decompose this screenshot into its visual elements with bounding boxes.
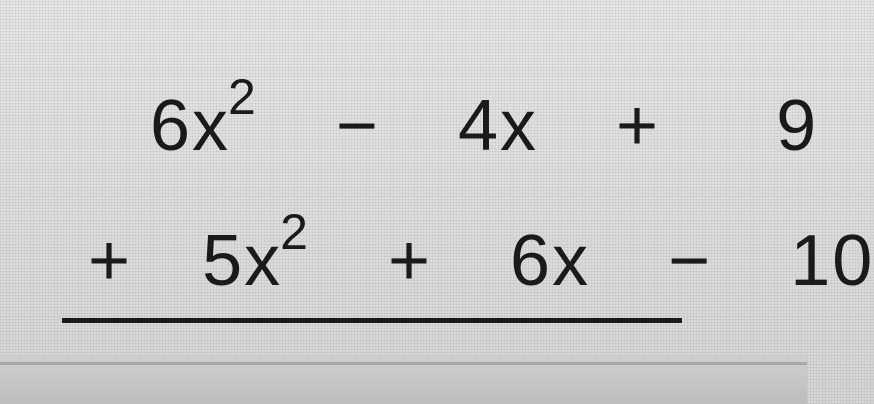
addend-1-term-3: 9 — [776, 86, 819, 166]
addend-1-operator-2: + — [616, 86, 661, 166]
addend-1 — [150, 69, 819, 166]
addend-2-operator-1: + — [387, 221, 433, 301]
addend-2-operator-2: − — [668, 221, 713, 301]
addend-1-term-1 — [150, 69, 258, 166]
addend-1-term-2: 4x — [457, 86, 539, 166]
addend-2-lead-operator: + — [88, 221, 133, 301]
addend-2-term-1-exponent: 2 — [280, 204, 310, 260]
bottom-edge-divider — [0, 362, 807, 365]
addend-2-term-2: 6x — [510, 221, 591, 301]
answer-line — [62, 318, 682, 323]
addend-2-term-1 — [202, 204, 310, 301]
addend-2 — [88, 204, 874, 301]
addend-1-term-1-base: 6x — [150, 86, 231, 166]
addend-1-term-1-exponent: 2 — [228, 69, 258, 125]
addend-1-operator-1: − — [335, 86, 380, 166]
addend-2-term-3: 10 — [790, 221, 874, 301]
addend-2-term-1-base: 5x — [202, 221, 283, 301]
